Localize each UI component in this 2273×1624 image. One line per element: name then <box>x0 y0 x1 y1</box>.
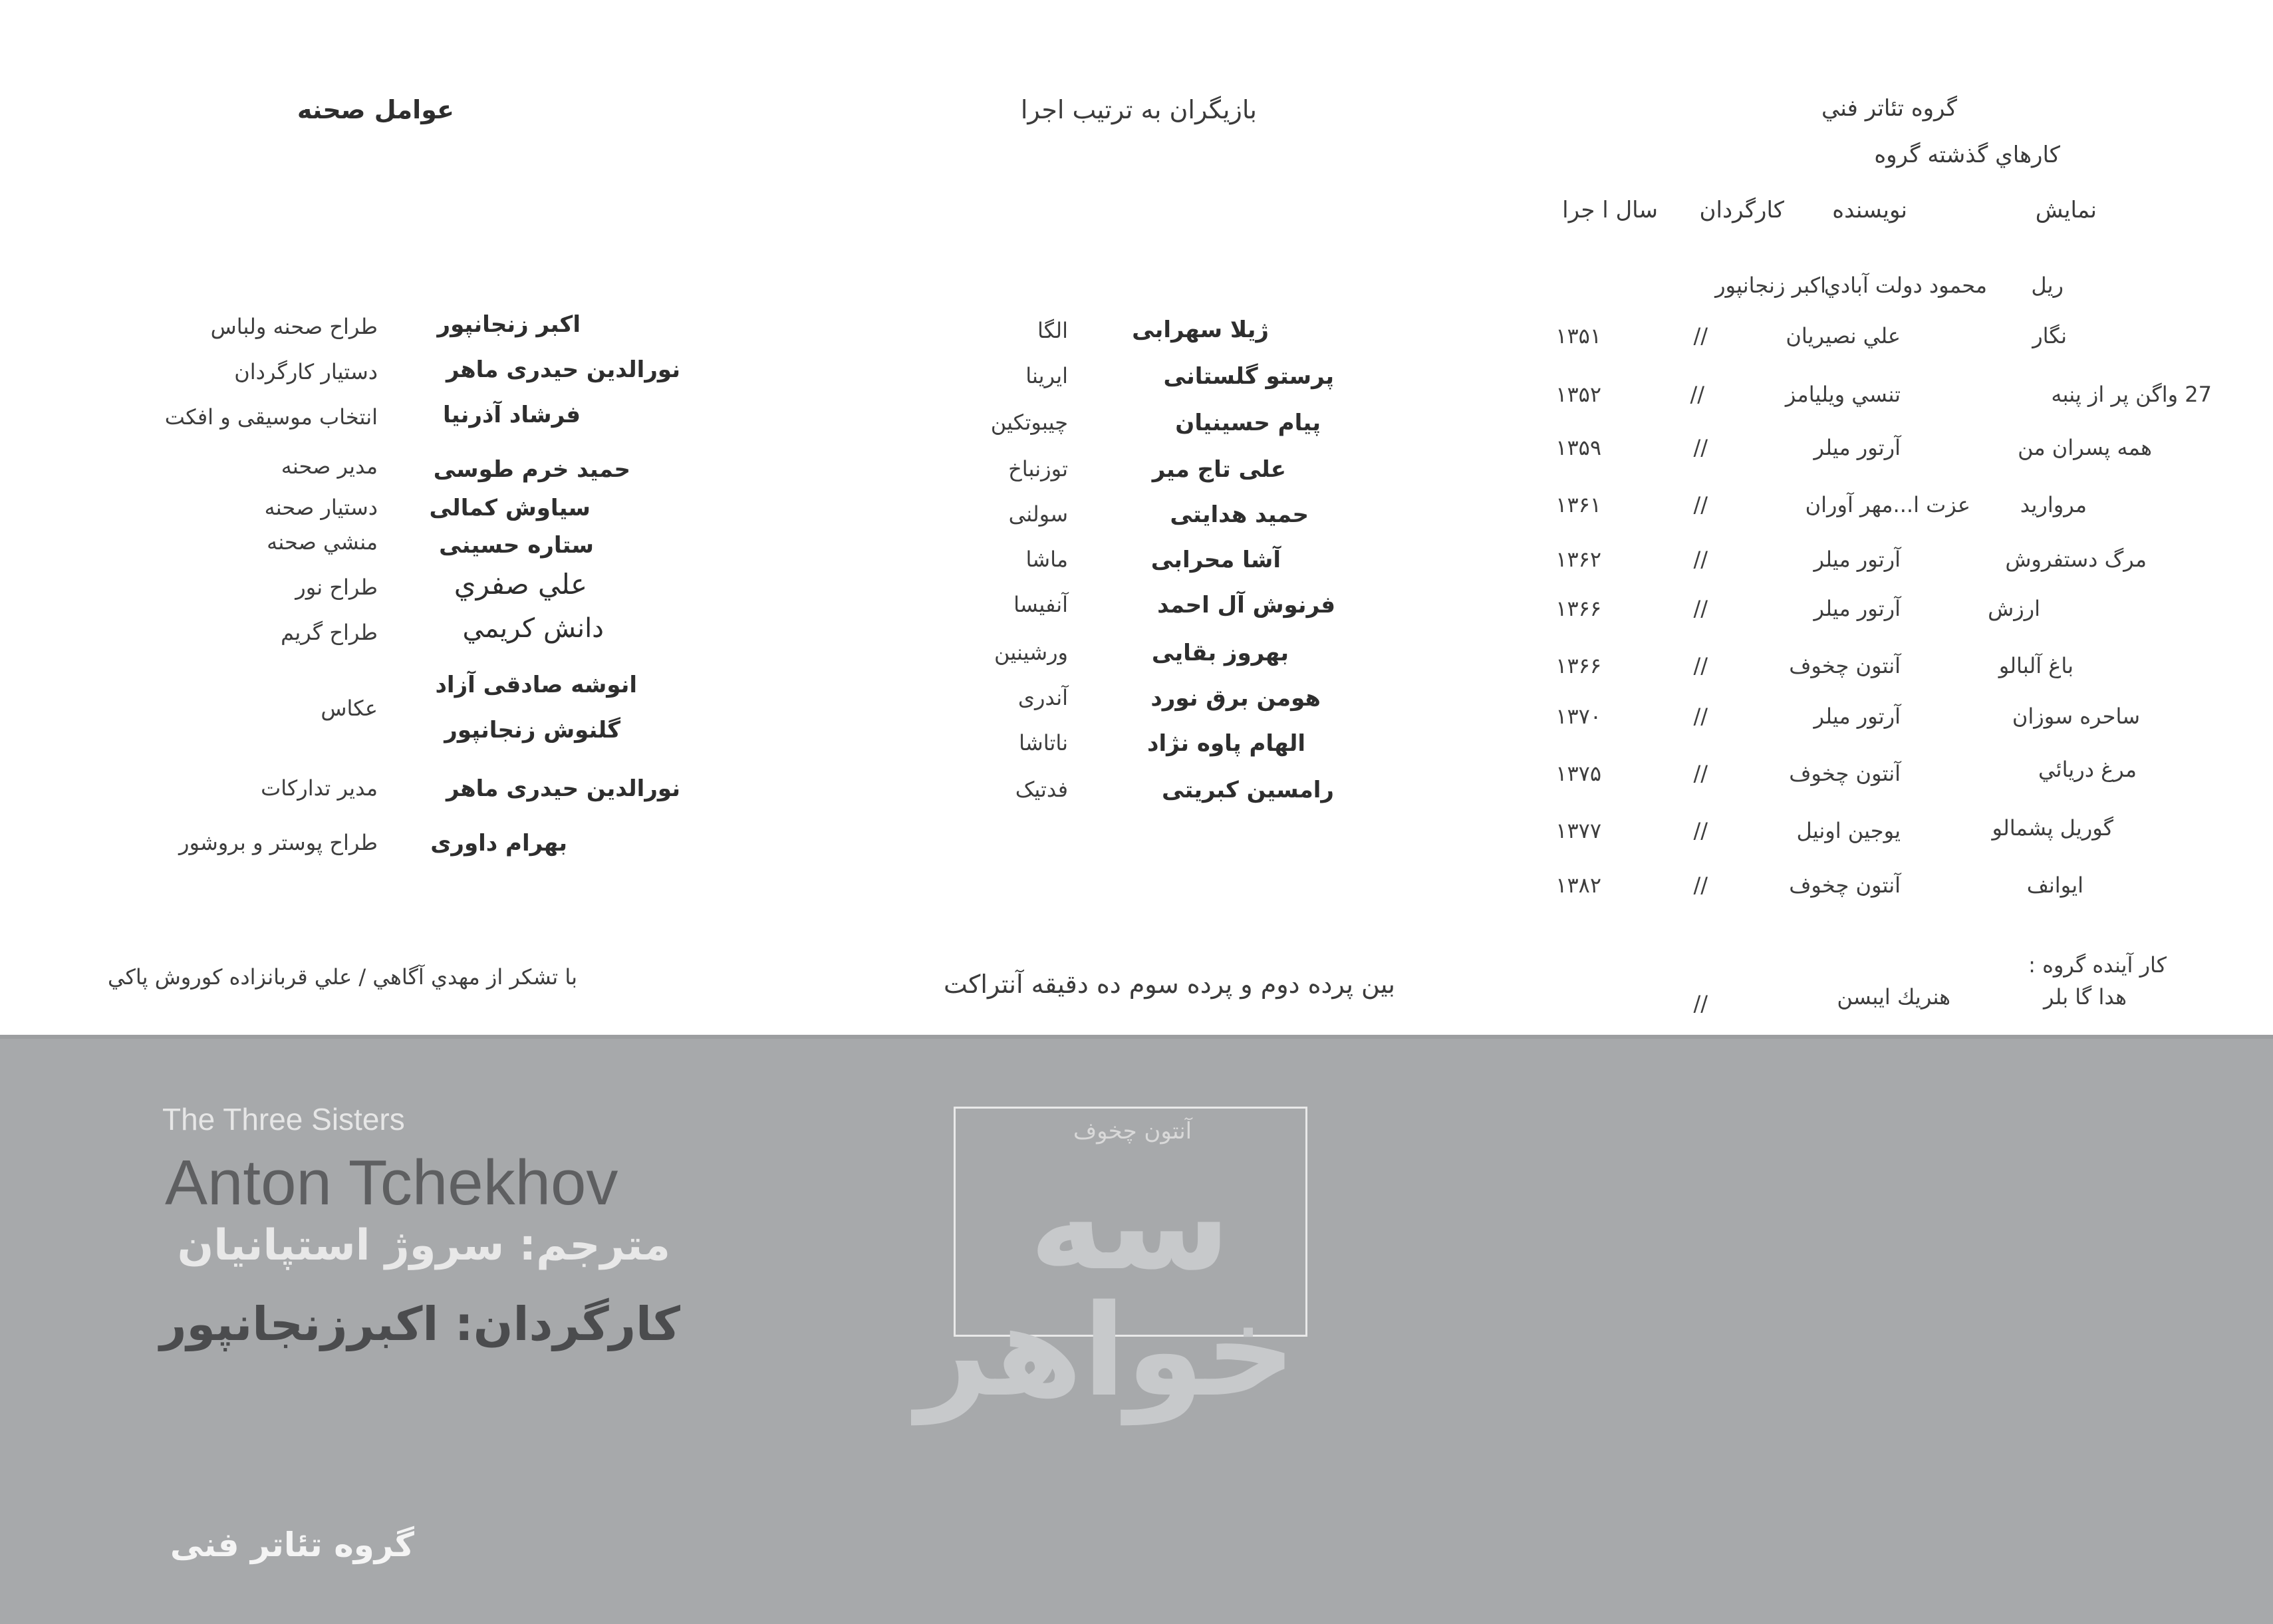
header-year: سال ا جرا <box>1562 197 1658 223</box>
director-ditto: // <box>1693 596 1708 621</box>
crew-name: سیاوش کمالی <box>429 495 591 521</box>
year: ۱۳۵۹ <box>1555 435 1601 460</box>
writer-name: علي نصيريان <box>1786 323 1901 348</box>
play-name: 27 واگن پر از پنبه <box>2051 382 2212 407</box>
crew-name: اكبر زنجانپور <box>437 311 581 338</box>
year: ۱۳۷۷ <box>1555 818 1601 843</box>
role-name: فدتیک <box>1015 777 1068 802</box>
first-row-writer: محمود دولت آبادي <box>1823 273 1987 298</box>
role-name: ایرینا <box>1025 363 1068 388</box>
director-ditto: // <box>1693 873 1708 898</box>
actor-name: رامسين كبريتی <box>1161 777 1334 803</box>
year: ۱۳۵۲ <box>1555 382 1601 407</box>
play-name: همه پسران من <box>2018 435 2152 460</box>
writer-name: تنسي ويليامز <box>1785 382 1901 407</box>
play-name: مرگ دستفروش <box>2005 547 2147 572</box>
year: ۱۳۵۱ <box>1555 323 1601 348</box>
writer-name: يوجين اونيل <box>1796 818 1901 843</box>
english-author: Anton Tchekhov <box>165 1147 618 1218</box>
director-ditto: // <box>1693 547 1708 572</box>
actor-name: علی تاج میر <box>1152 456 1286 483</box>
crew-role: انتخاب موسیقی و افکت <box>164 404 378 430</box>
crew-name: حمید خرم طوسی <box>433 456 630 483</box>
past-works-subtitle: كارهاي گذشته گروه <box>1874 142 2060 168</box>
role-name: ماشا <box>1025 547 1068 572</box>
director-ditto: // <box>1693 704 1708 729</box>
crew-role: مدیر صحنه <box>281 454 378 479</box>
play-name: گوريل پشمالو <box>1992 815 2113 841</box>
actor-name: پیام حسینیان <box>1175 410 1321 436</box>
crew-name: فرشاد آذرنیا <box>443 402 581 428</box>
crew-name: نورالدين حیدری ماهر <box>446 775 680 802</box>
header-director: كارگردان <box>1699 197 1784 223</box>
play-logo <box>916 1107 1307 1424</box>
actor-name: هومن برق نورد <box>1150 685 1321 712</box>
cover-band-edge <box>0 1035 2273 1039</box>
writer-name: آنتون چخوف <box>1789 653 1901 678</box>
writer-name: آرتور ميلر <box>1813 704 1901 729</box>
crew-name: انوشه صادقی آزاد <box>435 672 637 698</box>
english-title: The Three Sisters <box>162 1102 405 1137</box>
role-name: چیبوتکین <box>990 410 1068 435</box>
writer-name: آنتون چخوف <box>1789 873 1901 898</box>
role-name: آندری <box>1017 685 1068 710</box>
play-name: مرواريد <box>2020 492 2087 517</box>
role-name: الگا <box>1037 318 1068 343</box>
crew-role: طراح نور <box>295 575 378 600</box>
first-row-director: اكبر زنجانپور <box>1715 273 1826 298</box>
play-name: ساحره سوزان <box>2012 704 2140 729</box>
year: ۱۳۷۰ <box>1555 704 1601 729</box>
director-ditto: // <box>1690 382 1704 407</box>
crew-name: نورالدين حیدری ماهر <box>446 356 680 383</box>
cast-title: بازيگران به ترتيب اجرا <box>1020 95 1257 124</box>
play-name: ايوانف <box>2026 873 2083 898</box>
actor-name: فرنوش آل احمد <box>1157 592 1335 618</box>
photographers-role: عكاس <box>321 696 378 721</box>
role-name: سولنی <box>1008 501 1068 527</box>
future-play: هدا گا بلر <box>2043 984 2127 1010</box>
writer-name: آرتور ميلر <box>1813 435 1901 460</box>
year: ۱۳۶۲ <box>1555 547 1601 572</box>
role-name: ورشینین <box>994 640 1068 665</box>
year: ۱۳۶۶ <box>1555 653 1601 678</box>
writer-name: آنتون چخوف <box>1789 761 1901 786</box>
writer-name: آرتور ميلر <box>1813 596 1901 621</box>
director-ditto: // <box>1693 761 1708 786</box>
role-name: آنفیسا <box>1013 592 1068 617</box>
actor-name: حمید هدایتی <box>1170 501 1309 528</box>
director-ditto: // <box>1693 818 1708 843</box>
actor-name: آشا محرابی <box>1150 547 1281 573</box>
future-writer: هنريك ايبسن <box>1837 984 1950 1010</box>
logo-author: آنتون چخوف <box>1073 1118 1192 1145</box>
crew-name: دانش كريمي <box>462 613 604 644</box>
role-name: توزنباخ <box>1008 456 1068 481</box>
crew-name: ستاره حسینی <box>439 532 594 559</box>
crew-name: گلنوش زنجانپور <box>444 717 620 744</box>
director-ditto: // <box>1693 492 1708 517</box>
crew-name: بهرام داوری <box>430 830 567 857</box>
writer-name: آرتور ميلر <box>1813 547 1901 572</box>
year: ۱۳۷۵ <box>1555 761 1601 786</box>
role-name: ناتاشا <box>1019 730 1068 755</box>
director-ditto: // <box>1693 435 1708 460</box>
director-credit: كارگردان: اكبرزنجانپور <box>160 1297 680 1351</box>
play-name: نگار <box>2032 323 2067 348</box>
crew-role: مدير تداركات <box>261 775 378 801</box>
director-ditto: // <box>1693 653 1708 678</box>
actor-name: ژيلا سهرابی <box>1132 317 1269 343</box>
writer-name: عزت ا...مهر آوران <box>1805 492 1970 517</box>
crew-role: طراح پوستر و بروشور <box>178 830 378 855</box>
director-ditto: // <box>1693 323 1708 348</box>
year: ۱۳۸۲ <box>1555 873 1601 898</box>
crew-role: منشي صحنه <box>267 529 378 555</box>
actor-name: پرستو گلستانی <box>1163 363 1334 390</box>
actor-name: الهام پاوه نژاد <box>1147 730 1305 757</box>
year: ۱۳۶۶ <box>1555 596 1601 621</box>
future-director-ditto: // <box>1693 991 1708 1016</box>
crew-role: طراح گريم <box>281 620 378 645</box>
header-play: نمايش <box>2035 197 2097 223</box>
intermission-note: بين پرده دوم و پرده سوم ده دقيقه آنتراكت <box>943 970 1395 999</box>
crew-name: علي صفري <box>454 568 587 601</box>
crew-title: عوامل صحنه <box>297 95 454 124</box>
play-name: مرغ دريائي <box>2038 757 2137 782</box>
logo-title: سه خواهر <box>916 1151 1296 1424</box>
group-name: گروه تئاتر فنی <box>170 1526 414 1564</box>
first-row-play: ريل <box>2031 273 2064 298</box>
crew-role: طراح صحنه ولباس <box>210 314 378 339</box>
header-writer: نويسنده <box>1832 197 1907 223</box>
crew-role: دستیار کارگردان <box>234 359 378 384</box>
play-name: ارزش <box>1988 596 2040 621</box>
thanks-note: با تشكر از مهدي آگاهي / علي قربانزاده كوروش پاكي <box>108 964 577 990</box>
future-work-label: كار آينده گروه : <box>2028 952 2167 978</box>
crew-role: دستیار صحنه <box>264 495 378 520</box>
year: ۱۳۶۱ <box>1555 492 1601 517</box>
actor-name: بهروز بقایی <box>1151 640 1289 666</box>
translator-credit: مترجم: سروژ استپانيان <box>177 1221 670 1270</box>
play-name: باغ آلبالو <box>1998 653 2073 678</box>
group-title: گروه تئاتر فني <box>1821 95 1957 122</box>
